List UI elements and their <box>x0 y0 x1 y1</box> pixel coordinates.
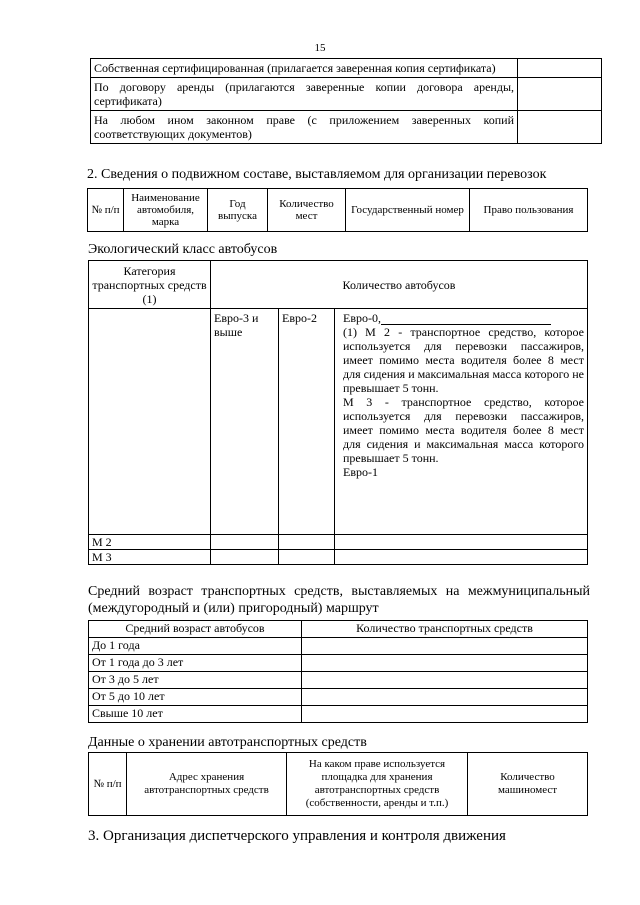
age-range: Свыше 10 лет <box>89 706 302 723</box>
storage-table <box>88 752 588 816</box>
category-cell <box>89 309 211 535</box>
euro1-label: Евро-1 <box>343 465 378 479</box>
age-range: От 5 до 10 лет <box>89 689 302 706</box>
col-plate-number: Государственный номер <box>346 189 470 232</box>
category-m2: М 2 <box>89 535 211 550</box>
age-range: От 3 до 5 лет <box>89 672 302 689</box>
euro0-label: Евро-0, <box>343 311 584 325</box>
col-number: № п/п <box>88 189 124 232</box>
table-row <box>89 309 588 535</box>
col-number: № п/п <box>89 753 127 816</box>
table-row <box>89 655 588 672</box>
col-bus-count: Количество автобусов <box>211 261 588 309</box>
table-row <box>89 638 588 655</box>
table-row <box>91 78 602 111</box>
col-average-age: Средний возраст автобусов <box>89 621 302 638</box>
table-row <box>89 689 588 706</box>
table-row <box>89 672 588 689</box>
storage-heading: Данные о хранении автотранспортных средств <box>88 735 367 750</box>
section-3-heading: 3. Организация диспетчерского управления и контроля движения <box>88 828 506 844</box>
page-number: 15 <box>314 42 326 54</box>
table-header-row <box>88 189 588 232</box>
euro-footnote-cell <box>335 309 588 535</box>
table-header-row <box>89 753 588 816</box>
footnote-m2: (1) М 2 - транспортное средство, которое используется для перевозки пассажиров, имеет помимо места водителя более 8 мест для сидения и максимальная масса которого не превышает 5 тонн. <box>343 325 584 395</box>
col-vehicle-name: Наименование автомобиля, марка <box>124 189 208 232</box>
footnote-m3: М 3 - транспортное средство, которое используется для перевозки пассажиров, имеет помимо места водителя более 8 мест для сидения и максимальная масса которого превышает 5 тонн. <box>343 395 584 465</box>
vehicle-age-table <box>88 620 588 723</box>
col-vehicle-count: Количество транспортных средств <box>302 621 588 638</box>
rolling-stock-table <box>87 188 588 232</box>
eco-class-heading: Экологический класс автобусов <box>88 242 278 257</box>
ownership-row-label: Собственная сертифицированная (прилагается заверенная копия сертификата) <box>91 59 518 78</box>
col-category: Категория транспортных средств (1) <box>89 261 211 309</box>
age-range: До 1 года <box>89 638 302 655</box>
table-row <box>89 550 588 565</box>
col-usage-right: Право пользования <box>470 189 588 232</box>
table-row <box>89 706 588 723</box>
col-storage-address: Адрес хранения автотранспортных средств <box>127 753 287 816</box>
ownership-row-value <box>518 111 602 144</box>
section-2-heading: 2. Сведения о подвижном составе, выставляемом для организации перевозок <box>87 167 547 182</box>
age-heading: Средний возраст транспортных средств, выставляемых на межмуниципальный (междугородный и (или) пригородный) маршрут <box>88 584 590 616</box>
category-m3: М 3 <box>89 550 211 565</box>
ownership-row-value <box>518 59 602 78</box>
ownership-row-label: По договору аренды (прилагаются заверенные копии договора аренды, сертификата) <box>91 78 518 111</box>
table-header-row <box>89 621 588 638</box>
age-range: От 1 года до 3 лет <box>89 655 302 672</box>
eco-class-table <box>88 260 588 565</box>
col-usage-right: На каком праве используется площадка для хранения автотранспортных средств (собственности, аренды и т.п.) <box>287 753 468 816</box>
table-row <box>89 535 588 550</box>
col-seats: Количество мест <box>268 189 346 232</box>
euro2-header: Евро-2 <box>279 309 335 535</box>
col-year: Год выпуска <box>208 189 268 232</box>
table-row <box>91 111 602 144</box>
ownership-row-value <box>518 78 602 111</box>
col-parking-spaces: Количество машиномест <box>468 753 588 816</box>
table-row <box>91 59 602 78</box>
euro3-header: Евро-3 и выше <box>211 309 279 535</box>
table-header-row <box>89 261 588 309</box>
ownership-row-label: На любом ином законном праве (с приложением заверенных копий соответствующих документов) <box>91 111 518 144</box>
ownership-table <box>90 58 602 144</box>
